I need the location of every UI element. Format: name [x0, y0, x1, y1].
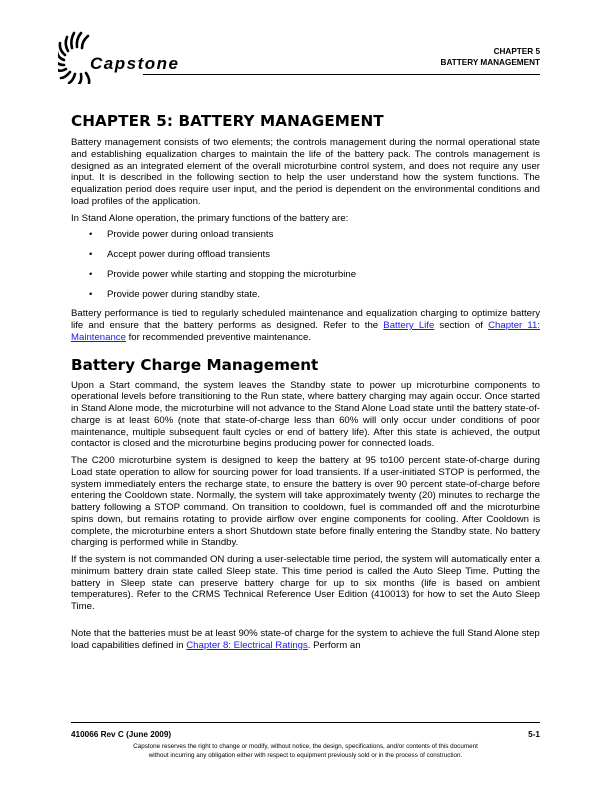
bullet-icon: •: [89, 249, 93, 260]
section-title: Battery Charge Management: [71, 355, 319, 374]
header-divider: [143, 74, 540, 75]
page-body: [71, 112, 540, 656]
intro-paragraph: Battery management consists of two elements; the controls management during the normal operational state and establishing equalization charges to maintain the life of the battery pack. The controls management is designed as an integrated element of the overall microturbine control system, and does not require any user input. It is described in the following section to help the user understand how the system functions. The equalization period does require user input, and the period is dependent on the environmental conditions and load profiles of the application.: [71, 137, 540, 207]
state-of-charge-note: Note that the batteries must be at least 90% state-of charge for the system to achieve the full Stand Alone step load capabilities defined in Chapter 8: Electrical Ratings. Perform an: [71, 627, 540, 651]
list-item: • Accept power during offload transients: [89, 249, 271, 260]
chapter-11-maintenance-link[interactable]: Chapter 11: Maintenance: [71, 320, 540, 343]
bullet-icon: •: [89, 229, 93, 241]
page-number: 5-1: [528, 730, 540, 739]
chapter-title: CHAPTER 5: BATTERY MANAGEMENT: [71, 112, 384, 130]
bullet-icon: •: [89, 268, 93, 280]
start-command-paragraph: Upon a Start command, the system leaves the Standby state to power up microturbine components to operational levels before transitioning to the Run state, where battery charging may again occur. Once started in Stand Alone mode, the microturbine will not advance to the Stand Alone Load state until the battery state-of-charge is at least 60% (note that state-of-charge less than 60% will only occur under conditions of poor maintenance, multiple subsequent fault cycles or end of battery life). After this state is achieved, the output contactor is closed and the microturbine begins producing power for connected loads.: [71, 379, 540, 450]
battery-life-link[interactable]: Battery Life: [383, 320, 435, 331]
chapter-8-electrical-ratings-link[interactable]: Chapter 8: Electrical Ratings: [186, 639, 308, 651]
header-chapter-title: BATTERY MANAGEMENT: [440, 57, 540, 67]
list-item: • Provide power during onload transients: [89, 229, 274, 241]
bullet-icon: •: [89, 288, 93, 300]
logo-text: Capstone: [90, 54, 180, 73]
page-header: [58, 28, 540, 76]
functions-intro: In Stand Alone operation, the primary functions of the battery are:: [71, 212, 349, 224]
disclaimer: Capstone reserves the right to change or modify, without notice, the design, specifications, and/or contents of this document without incurring any obligation either with respect to equipment previously sold or in the process of construction.: [133, 743, 478, 759]
document-id: 410066 Rev C (June 2009): [71, 730, 172, 739]
list-item: • Provide power during standby state.: [89, 288, 261, 300]
sleep-state-paragraph: If the system is not commanded ON during a user-selectable time period, the system will automatically enter a minimum battery drain state called Sleep state. This time period is called the Auto Sleep Time. Putting the battery in Sleep state can preserve battery charge for up to six months (life is based on ambient temperatures). Refer to the CRMS Technical Reference User Edition (410013) for how to set the Auto Sleep Time.: [71, 554, 540, 612]
c200-paragraph: The C200 microturbine system is designed to keep the battery at 95 to100 percent state-of-charge during Load state operation to allow for sourcing power for load transients. If a user-initiated STOP is performed, the system immediately enters the recharge state, to ensure the battery is over 90 percent state-of-charge before entering the Cooldown state. Normally, the system will take approximately twenty (20) minutes to recharge the battery following a STOP command. On transition to cooldown, fuel is commanded off and the microturbine spins down, but remains rotating to provide airflow over engine components for cooling. After Cooldown is complete, the microturbine enters a short Shutdown state before finally entering the Standby state. No battery charging is performed while in Standby.: [71, 455, 540, 549]
list-item: • Provide power while starting and stopping the microturbine: [89, 268, 357, 280]
footer-divider: [71, 722, 540, 723]
performance-paragraph: Battery performance is tied to regularly scheduled maintenance and equalization charging to optimize battery life and ensure that the battery performs as designed. Refer to the Battery Life section of Chapter 11: Maintenance for recommended preventive maintenance.: [71, 308, 540, 343]
header-chapter-label: CHAPTER 5: [493, 47, 540, 56]
functions-list: [71, 229, 540, 300]
page-footer: [71, 722, 540, 760]
capstone-logo: [58, 28, 208, 84]
header-chapter-info: [441, 47, 540, 68]
